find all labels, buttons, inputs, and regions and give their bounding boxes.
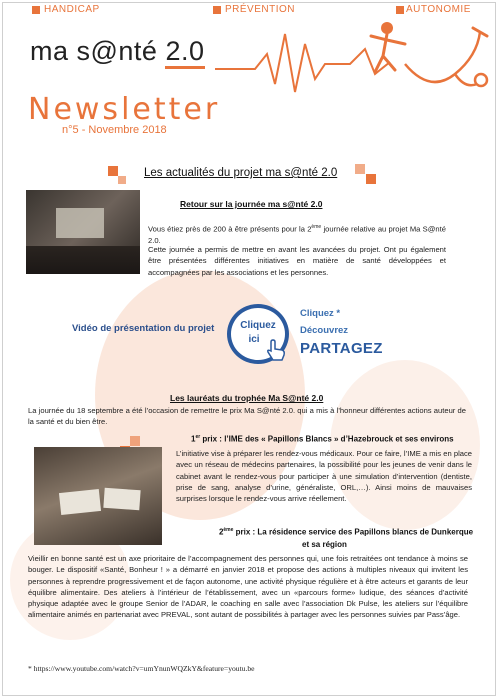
- section-title-news: Les actualités du projet ma s@nté 2.0: [144, 167, 338, 179]
- cta-cliquez: Cliquez *: [300, 308, 341, 319]
- prize1-description: L’initiative vise à préparer les rendez-vous médicaux. Pour ce faire, l’IME a mis en place avec un réseau de médecins partenaires, la possibilité pour les jeunes de venir dans le cabinet avant le rendez-vous pour participer à une simulation d’intervention (dentiste, prise de sang, analyse d’urine, généraliste, ORL,…). Ainsi moins de mauvaises surprises lorsque le rendez-vous arrive réellement.: [176, 449, 472, 504]
- brand-version: 2.0: [165, 36, 204, 69]
- issue-number: n°5 - Novembre 2018: [62, 124, 167, 136]
- heartbeat-stethoscope-icon: [215, 14, 495, 104]
- button-label-cliquez: Cliquez: [240, 320, 276, 331]
- prize2-description: Vieillir en bonne santé est un axe prioritaire de l’accompagnement des personnes qui, une fois retraitées ont tendance à moins se bouger. Le dispositif «Santé, Bonheur ! » a démarré en janvier 2018 et propose des actions à multiples niveaux qui invitent les personnes à reprendre progressivement et de façon autonome, une activité physique régulière et à être acteurs et garants de leur équilibre alimentaire. Des ateliers à l’intérieur de l’établissement, avec un «parcours forme» ludique, des séances d’activité physique adaptée avec le groupe Senior de l’ADAR, le coaching en salle avec l’association Dk Pulse, les ateliers sur l’équilibre alimentaire animés en partenariat avec PREVAL, sont autant de possibilités à partager avec les personnes suivies par Pass’âge.: [28, 554, 468, 620]
- footnote-youtube-link[interactable]: * https://www.youtube.com/watch?v=umYnunWQZkY&feature=youtu.be: [28, 664, 255, 673]
- nav-item-handicap: HANDICAP: [44, 4, 100, 15]
- conference-photo: [26, 190, 140, 274]
- cta-decouvrez: Découvrez: [300, 325, 349, 336]
- decorative-square: [366, 174, 376, 184]
- journee-paragraph-2: Cette journée a permis de mettre en avant les avancées du projet. Ont pu également être présentées différentes initiatives en matière de santé développées et accompagnées par les associations et les personnes.: [148, 245, 446, 277]
- nav-bullet: [213, 6, 221, 14]
- prize1-title: 1er prix : l’IME des « Papillons Blancs » d’Hazebrouck et ses environs: [191, 434, 454, 444]
- section-subtitle-journee: Retour sur la journée ma s@nté 2.0: [180, 199, 323, 209]
- nav-bullet: [32, 6, 40, 14]
- nav-item-prevention: PRÉVENTION: [225, 4, 296, 15]
- cta-partagez: PARTAGEZ: [300, 340, 383, 357]
- prize2-title: 2ème prix : La résidence service des Papillons blancs de Dunkerque: [218, 527, 474, 537]
- award-ceremony-photo: [34, 447, 162, 545]
- brand-name: ma s@nté: [30, 36, 166, 66]
- decorative-square: [355, 164, 365, 174]
- decorative-square: [118, 176, 126, 184]
- brand-logo-text: [30, 36, 205, 67]
- newsletter-title: Newsletter: [28, 92, 221, 127]
- decorative-square: [130, 436, 140, 446]
- prize2-title-line2: et sa région: [302, 540, 347, 549]
- decorative-square: [108, 166, 118, 176]
- hand-cursor-icon: [265, 338, 289, 362]
- journee-paragraph-1: Vous étiez près de 200 à être présents pour la 2ème journée relative au projet Ma S@nté 2.0.: [148, 224, 446, 245]
- section-subtitle-laureats: Les lauréats du trophée Ma S@nté 2.0: [170, 393, 324, 403]
- button-label-ici: ici: [248, 334, 260, 345]
- click-here-button[interactable]: [227, 304, 289, 364]
- nav-item-autonomie: AUTONOMIE: [406, 4, 471, 15]
- video-label: Vidéo de présentation du projet: [72, 323, 215, 334]
- nav-bullet: [396, 6, 404, 14]
- laureats-intro: La journée du 18 septembre a été l’occasion de remettre le prix Ma S@nté 2.0. qui a mis à l’honneur différentes actions auteur de la santé et du bien être.: [28, 406, 466, 427]
